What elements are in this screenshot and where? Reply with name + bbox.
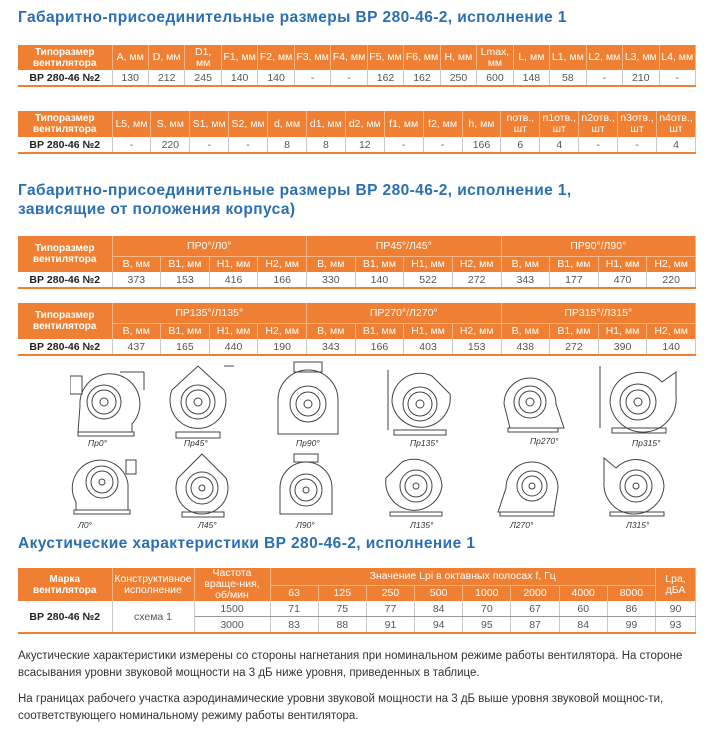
table-row bbox=[18, 70, 696, 86]
table-cell: 140 bbox=[647, 339, 696, 355]
fan-drawing-l0 bbox=[62, 452, 138, 518]
fan-drawing-pr270 bbox=[496, 368, 570, 440]
column-header: 8000 bbox=[607, 585, 655, 601]
fan-drawing-l90 bbox=[272, 452, 342, 520]
fan-drawing-pr45 bbox=[158, 360, 238, 444]
column-header: L1, мм bbox=[550, 45, 586, 70]
column-header: L3, мм bbox=[623, 45, 659, 70]
table-cell: 71 bbox=[270, 601, 318, 617]
column-header: B1, мм bbox=[355, 257, 404, 273]
table-cell: 8 bbox=[268, 137, 307, 153]
table-cell: 86 bbox=[607, 601, 655, 617]
column-header: 125 bbox=[318, 585, 366, 601]
column-header: B, мм bbox=[112, 324, 161, 340]
column-header: n2отв., шт bbox=[579, 111, 618, 137]
column-header: B, мм bbox=[307, 324, 356, 340]
section2-title-line1: Габаритно-присоединительные размеры ВР 280-46-2, исполнение 1, bbox=[18, 182, 572, 199]
column-header: L4, мм bbox=[659, 45, 695, 70]
table-cell: 272 bbox=[452, 272, 501, 288]
caption-l45: Л45° bbox=[198, 520, 217, 530]
group-header: ПР270°/Л270° bbox=[307, 303, 502, 324]
column-header: Типоразмер вентилятора bbox=[18, 45, 112, 70]
column-header: h, мм bbox=[462, 111, 501, 137]
fan-drawing-pr90 bbox=[268, 360, 348, 440]
table-cell: схема 1 bbox=[112, 601, 194, 633]
column-header: d1, мм bbox=[306, 111, 345, 137]
caption-pr0: Пр0° bbox=[88, 438, 108, 448]
table-cell: 373 bbox=[112, 272, 161, 288]
table-cell: - bbox=[384, 137, 423, 153]
table-cell: 93 bbox=[656, 617, 696, 634]
table-row bbox=[18, 339, 696, 355]
column-header: B, мм bbox=[501, 257, 550, 273]
column-header: H1, мм bbox=[404, 324, 453, 340]
acoustic-table bbox=[18, 568, 696, 634]
position-table-1 bbox=[18, 236, 696, 289]
table-cell: - bbox=[659, 70, 695, 86]
column-header: 500 bbox=[415, 585, 463, 601]
column-header: Конструктивное исполнение bbox=[112, 568, 194, 601]
table-cell: 330 bbox=[307, 272, 356, 288]
table-cell: 4 bbox=[540, 137, 579, 153]
table-cell: 245 bbox=[185, 70, 221, 86]
table-cell: 522 bbox=[404, 272, 453, 288]
caption-l270: Л270° bbox=[510, 520, 534, 530]
table-cell: 220 bbox=[647, 272, 696, 288]
table-row bbox=[18, 137, 696, 153]
column-header: F1, мм bbox=[221, 45, 257, 70]
column-header: H2, мм bbox=[258, 257, 307, 273]
group-header: ПР315°/Л315° bbox=[501, 303, 696, 324]
table-cell: 67 bbox=[511, 601, 559, 617]
column-header: H2, мм bbox=[452, 257, 501, 273]
table-cell: 440 bbox=[209, 339, 258, 355]
column-header: n1отв., шт bbox=[540, 111, 579, 137]
table-cell: - bbox=[229, 137, 268, 153]
column-header: S1, мм bbox=[190, 111, 229, 137]
column-header: H2, мм bbox=[452, 324, 501, 340]
table-cell: 210 bbox=[623, 70, 659, 86]
table-cell: - bbox=[586, 70, 622, 86]
column-header: F2, мм bbox=[258, 45, 294, 70]
section3-title: Акустические характеристики ВР 280-46-2, исполнение 1 bbox=[18, 535, 476, 552]
column-header: H2, мм bbox=[258, 324, 307, 340]
table-cell: 4 bbox=[656, 137, 695, 153]
column-header: H1, мм bbox=[598, 324, 647, 340]
table-cell: 87 bbox=[511, 617, 559, 634]
table-cell: 165 bbox=[161, 339, 210, 355]
note-paragraph-2: На границах рабочего участка аэродинамические уровни звуковой мощности на 3 дБ выше уровня звуковой мощнос-ти, соответствующего номинальному режиму работы вентилятора. bbox=[18, 693, 664, 722]
table-cell: 166 bbox=[462, 137, 501, 153]
column-header: D1, мм bbox=[185, 45, 221, 70]
group-header: ПР0°/Л0° bbox=[112, 236, 307, 257]
table-cell: - bbox=[190, 137, 229, 153]
column-header: d, мм bbox=[268, 111, 307, 137]
group-header: ПР135°/Л135° bbox=[112, 303, 307, 324]
fan-drawing-pr0 bbox=[70, 366, 150, 442]
table-cell: - bbox=[423, 137, 462, 153]
column-header: f1, мм bbox=[384, 111, 423, 137]
table-cell: 140 bbox=[221, 70, 257, 86]
column-header: L, мм bbox=[513, 45, 549, 70]
table-cell: 88 bbox=[318, 617, 366, 634]
caption-pr270: Пр270° bbox=[530, 436, 559, 446]
table-row bbox=[18, 601, 696, 617]
column-header: nотв., шт bbox=[501, 111, 540, 137]
fan-drawing-l315 bbox=[598, 452, 676, 520]
column-header: 2000 bbox=[511, 585, 559, 601]
column-header: 1000 bbox=[463, 585, 511, 601]
column-header: D, мм bbox=[148, 45, 184, 70]
table-header-row bbox=[18, 111, 696, 137]
column-header: 63 bbox=[270, 585, 318, 601]
table-cell: 60 bbox=[559, 601, 607, 617]
caption-pr90: Пр90° bbox=[296, 438, 320, 448]
column-header: Типоразмер вентилятора bbox=[18, 303, 112, 339]
table-row bbox=[18, 272, 696, 288]
fan-drawing-pr135 bbox=[380, 364, 460, 440]
table-cell: 220 bbox=[151, 137, 190, 153]
column-header: H2, мм bbox=[647, 324, 696, 340]
caption-l135: Л135° bbox=[410, 520, 434, 530]
column-header: H2, мм bbox=[647, 257, 696, 273]
table-cell: 470 bbox=[598, 272, 647, 288]
table-cell: 140 bbox=[355, 272, 404, 288]
column-header: Lmax, мм bbox=[477, 45, 513, 70]
column-header: H1, мм bbox=[209, 324, 258, 340]
table-cell: ВР 280-46 №2 bbox=[18, 70, 112, 86]
column-header: d2, мм bbox=[345, 111, 384, 137]
column-header: n4отв., шт bbox=[656, 111, 695, 137]
table-cell: ВР 280-46 №2 bbox=[18, 137, 112, 153]
table-cell: 390 bbox=[598, 339, 647, 355]
column-header: B, мм bbox=[307, 257, 356, 273]
table-cell: 190 bbox=[258, 339, 307, 355]
dimensions-table-1 bbox=[18, 45, 696, 87]
table-cell: 437 bbox=[112, 339, 161, 355]
table-header-row bbox=[18, 303, 696, 324]
table-cell: 343 bbox=[501, 272, 550, 288]
column-header: F4, мм bbox=[331, 45, 367, 70]
fan-drawing-l45 bbox=[168, 450, 238, 520]
table-cell: 403 bbox=[404, 339, 453, 355]
table-cell: 94 bbox=[415, 617, 463, 634]
table-cell: 58 bbox=[550, 70, 586, 86]
column-header: H1, мм bbox=[209, 257, 258, 273]
column-header: Типоразмер вентилятора bbox=[18, 236, 112, 272]
caption-pr45: Пр45° bbox=[184, 438, 208, 448]
table-cell: 130 bbox=[112, 70, 148, 86]
column-header: S, мм bbox=[151, 111, 190, 137]
table-cell: 70 bbox=[463, 601, 511, 617]
table-cell: - bbox=[294, 70, 330, 86]
column-header: B1, мм bbox=[161, 257, 210, 273]
column-header: Lpa, дБА bbox=[656, 568, 696, 601]
table-cell: 3000 bbox=[194, 617, 270, 634]
table-cell: - bbox=[618, 137, 657, 153]
note-paragraph-1: Акустические характеристики измерены со стороны нагнетания при номинальном режиме работы вентилятора. На стороне всасывания уровни звуковой мощности на 3 дБ ниже уровня, приведенных в таблице. bbox=[18, 650, 683, 679]
section1-title: Габаритно-присоединительные размеры ВР 280-46-2, исполнение 1 bbox=[18, 9, 567, 26]
caption-pr135: Пр135° bbox=[410, 438, 439, 448]
column-header: H1, мм bbox=[404, 257, 453, 273]
table-cell: 162 bbox=[404, 70, 440, 86]
table-header-row bbox=[18, 236, 696, 257]
table-cell: ВР 280-46 №2 bbox=[18, 601, 112, 633]
table-cell: 416 bbox=[209, 272, 258, 288]
table-header-row bbox=[18, 45, 696, 70]
column-header: L2, мм bbox=[586, 45, 622, 70]
column-header: f2, мм bbox=[423, 111, 462, 137]
table-cell: 250 bbox=[440, 70, 476, 86]
table-cell: - bbox=[579, 137, 618, 153]
column-header: Марка вентилятора bbox=[18, 568, 112, 601]
section2-title-line2: зависящие от положения корпуса) bbox=[18, 201, 296, 218]
column-header: B1, мм bbox=[550, 324, 599, 340]
table-cell: 272 bbox=[550, 339, 599, 355]
column-header: F5, мм bbox=[367, 45, 403, 70]
position-table-2 bbox=[18, 303, 696, 356]
column-header: L5, мм bbox=[112, 111, 151, 137]
table-cell: 212 bbox=[148, 70, 184, 86]
column-header: n3отв., шт bbox=[618, 111, 657, 137]
fan-drawing-pr315 bbox=[596, 362, 682, 440]
group-header: ПР90°/Л90° bbox=[501, 236, 696, 257]
table-cell: 600 bbox=[477, 70, 513, 86]
table-cell: 84 bbox=[415, 601, 463, 617]
table-cell: 83 bbox=[270, 617, 318, 634]
column-header: A, мм bbox=[112, 45, 148, 70]
column-header: H1, мм bbox=[598, 257, 647, 273]
table-cell: 91 bbox=[366, 617, 414, 634]
table-cell: 166 bbox=[355, 339, 404, 355]
table-cell: 438 bbox=[501, 339, 550, 355]
table-cell: 8 bbox=[306, 137, 345, 153]
caption-pr315: Пр315° bbox=[632, 438, 661, 448]
table-cell: 1500 bbox=[194, 601, 270, 617]
dimensions-table-2 bbox=[18, 111, 696, 154]
table-cell: 343 bbox=[307, 339, 356, 355]
group-header: ПР45°/Л45° bbox=[307, 236, 502, 257]
column-header: 4000 bbox=[559, 585, 607, 601]
table-cell: 162 bbox=[367, 70, 403, 86]
column-header: B1, мм bbox=[161, 324, 210, 340]
table-cell: 6 bbox=[501, 137, 540, 153]
column-header: F6, мм bbox=[404, 45, 440, 70]
table-cell: - bbox=[112, 137, 151, 153]
column-header: B1, мм bbox=[550, 257, 599, 273]
column-header: Типоразмер вентилятора bbox=[18, 111, 112, 137]
table-cell: 90 bbox=[656, 601, 696, 617]
table-cell: ВР 280-46 №2 bbox=[18, 339, 112, 355]
caption-l315: Л315° bbox=[626, 520, 650, 530]
fan-drawing-l270 bbox=[492, 456, 566, 520]
table-cell: 12 bbox=[345, 137, 384, 153]
column-header: S2, мм bbox=[229, 111, 268, 137]
table-cell: 84 bbox=[559, 617, 607, 634]
table-cell: 153 bbox=[161, 272, 210, 288]
table-cell: 153 bbox=[452, 339, 501, 355]
column-header: F3, мм bbox=[294, 45, 330, 70]
column-header: H, мм bbox=[440, 45, 476, 70]
column-header: B1, мм bbox=[355, 324, 404, 340]
table-cell: 148 bbox=[513, 70, 549, 86]
column-header: B, мм bbox=[501, 324, 550, 340]
table-subheader-row bbox=[18, 257, 696, 273]
column-header: B, мм bbox=[112, 257, 161, 273]
table-cell: 166 bbox=[258, 272, 307, 288]
column-header: Частота враще-ния, об/мин bbox=[194, 568, 270, 601]
table-cell: 99 bbox=[607, 617, 655, 634]
table-cell: 75 bbox=[318, 601, 366, 617]
table-cell: 140 bbox=[258, 70, 294, 86]
table-cell: 77 bbox=[366, 601, 414, 617]
fan-drawing-l135 bbox=[378, 452, 454, 520]
table-cell: - bbox=[331, 70, 367, 86]
table-cell: ВР 280-46 №2 bbox=[18, 272, 112, 288]
caption-l90: Л90° bbox=[296, 520, 315, 530]
group-header: Значение Lpi в октавных полосах f, Гц bbox=[270, 568, 656, 585]
column-header: 250 bbox=[366, 585, 414, 601]
table-cell: 177 bbox=[550, 272, 599, 288]
table-header-row bbox=[18, 568, 696, 585]
table-cell: 95 bbox=[463, 617, 511, 634]
table-subheader-row bbox=[18, 324, 696, 340]
caption-l0: Л0° bbox=[78, 520, 92, 530]
fan-drawings bbox=[18, 360, 698, 530]
